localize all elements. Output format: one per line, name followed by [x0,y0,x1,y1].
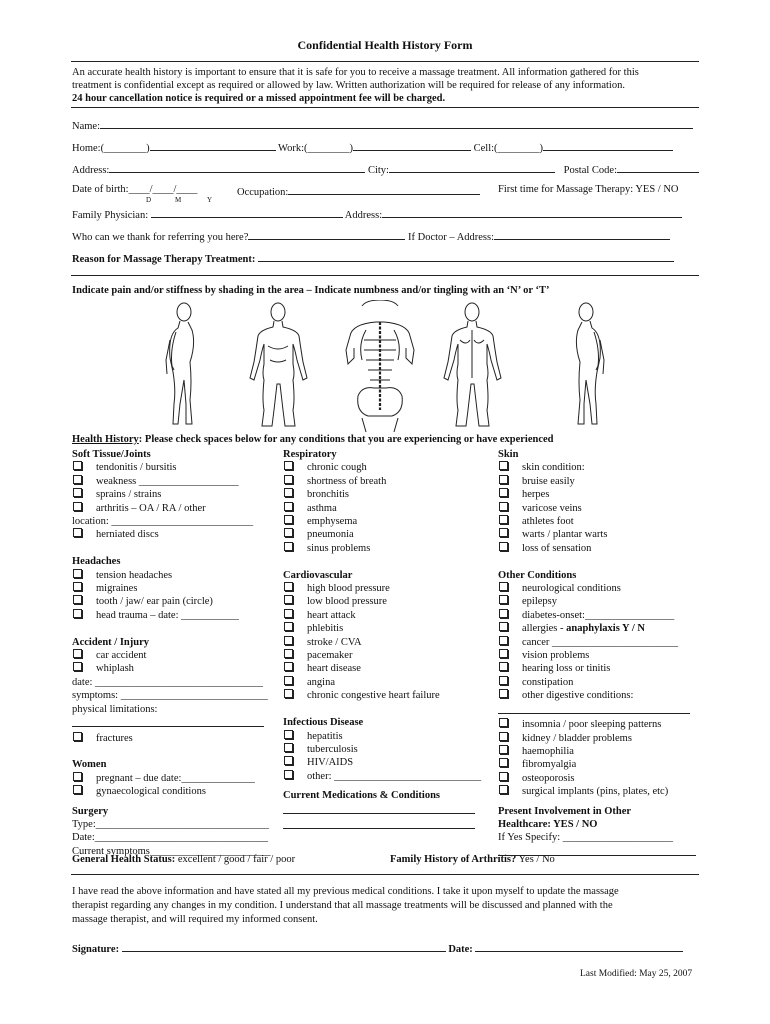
checkbox-row[interactable] [498,649,696,662]
checkbox-label: car accident [96,650,147,662]
consent-statement [72,885,619,927]
checkbox-row[interactable] [498,515,696,528]
medications-line[interactable] [283,818,475,829]
symptoms-field[interactable]: symptoms: ____________________________ [72,690,268,702]
respiratory-heading: Respiratory [283,449,337,460]
physician-address-line[interactable] [382,207,682,218]
checkbox-row[interactable] [72,582,271,595]
checkbox-label: tension headaches [96,569,173,581]
referral-line[interactable] [248,229,405,240]
surgery-date-field[interactable]: Date:_________________________________ [72,832,268,844]
checkbox[interactable] [499,528,508,537]
checkbox-label: whiplash [96,663,134,675]
checkbox-row[interactable] [283,676,481,689]
medications-line[interactable] [283,803,475,814]
checkbox-label: kidney / bladder problems [522,732,632,744]
digestive-line[interactable] [498,703,690,714]
checkbox-row[interactable] [283,649,481,662]
checkbox-label: asthma [307,502,337,514]
first-time-field[interactable]: First time for Massage Therapy: YES / NO [498,184,679,195]
family-arthritis-label: Family History of Arthritis? [390,854,517,865]
skeleton-back-icon[interactable] [346,300,414,432]
dob-day: D [146,196,152,204]
checkbox[interactable] [284,461,293,470]
physician-line[interactable] [151,207,343,218]
checkbox-label: herniated discs [96,529,159,541]
checkbox-label: skin condition: [522,462,585,474]
consent-line: massage therapist, and will required my informed consent. [72,914,318,925]
checkbox[interactable] [73,785,82,794]
checkbox-label: HIV/AIDS [307,757,354,769]
checkbox-row[interactable] [498,662,696,675]
reason-label: Reason for Massage Therapy Treatment: [72,254,256,265]
checkbox-row[interactable] [283,622,481,635]
occupation-line[interactable] [288,184,480,195]
checkbox[interactable] [284,502,293,511]
reason-line[interactable] [258,251,674,262]
body-side-left-icon[interactable] [166,303,194,424]
checkbox[interactable] [284,743,293,752]
checkbox[interactable] [284,662,293,671]
checkbox[interactable] [284,622,293,631]
checkbox-row[interactable] [283,542,481,555]
health-history-heading [72,434,554,445]
checkbox[interactable] [73,502,82,511]
checkbox[interactable] [284,475,293,484]
checkbox-row[interactable] [498,609,696,622]
checkbox[interactable] [73,582,82,591]
health-history-label: Health History [72,434,139,445]
checkbox-label: angina [307,676,335,688]
checkbox-row[interactable] [283,636,481,649]
checkbox[interactable] [499,785,508,794]
postal-line[interactable] [617,162,699,173]
checkbox-label: allergies - [522,623,567,635]
checkbox-row[interactable] [283,743,481,756]
checkbox-row[interactable] [498,745,696,758]
address-line[interactable] [109,162,365,173]
checkbox[interactable] [499,595,508,604]
checkbox-label: other: ____________________________ [307,770,482,782]
name-line[interactable] [100,118,693,129]
checkbox-row[interactable] [72,732,271,745]
address-label: Address: [72,165,110,176]
checkbox[interactable] [284,676,293,685]
checkbox-row[interactable] [498,582,696,595]
checkbox-label: osteoporosis [522,772,575,784]
intro-line: An accurate health history is important to ensure that it is safe for you to receive a massage treatment. All information gathered for this [72,67,639,78]
checkbox[interactable] [499,622,508,631]
accident-heading: Accident / Injury [72,636,149,648]
checkbox-row[interactable] [498,689,696,702]
dob-field[interactable]: Date of birth:____/____/____ [72,184,198,195]
divider [71,275,699,276]
general-health-status[interactable] [72,854,295,865]
physician-label: Family Physician: [72,210,149,221]
checkbox-row[interactable] [283,756,481,769]
checkbox[interactable] [499,745,508,754]
checkbox[interactable] [284,582,293,591]
signature-label: Signature: [72,944,120,955]
checkbox-label: hearing loss or tinitis [522,663,611,675]
phone-row [72,140,673,154]
work-label: Work:(________) [278,143,353,154]
home-line[interactable] [150,140,276,151]
checkbox-label: fractures [96,732,133,744]
medications-heading: Current Medications & Conditions [283,790,441,802]
checkbox-row[interactable] [498,461,696,474]
checkbox[interactable] [284,542,293,551]
checkbox[interactable] [499,542,508,551]
checkbox-label: gynaecological conditions [96,786,206,798]
checkbox-row[interactable] [498,488,696,501]
divider [71,874,699,875]
checkbox-label: pneumonia [307,529,354,541]
checkbox-label: cancer ________________________ [522,636,679,648]
checkbox-label: herpes [522,489,550,501]
checkbox[interactable] [73,595,82,604]
checkbox-label: head trauma – date: ___________ [96,609,239,621]
checkbox-row[interactable] [283,770,481,783]
date-label: Date: [448,944,473,955]
checkbox-label: fibromyalgia [522,759,577,771]
checkbox-row[interactable] [498,772,696,785]
checkbox[interactable] [73,461,82,470]
checkbox[interactable] [73,475,82,484]
checkbox-label: tendonitis / bursitis [96,462,177,474]
checkbox-row[interactable] [283,488,481,501]
checkbox[interactable] [73,732,82,741]
checkbox[interactable] [284,488,293,497]
checkbox-label: constipation [522,676,574,688]
checkbox[interactable] [499,689,508,698]
cell-label: Cell:(________) [473,143,544,154]
signature-row [72,941,683,955]
checkbox-label: hepatitis [307,730,343,742]
checkbox[interactable] [499,461,508,470]
checkbox[interactable] [499,758,508,767]
checkbox-row[interactable] [283,515,481,528]
checkbox-row[interactable] [283,475,481,488]
physician-row [72,207,682,221]
checkbox-row[interactable] [72,649,271,662]
specify-field[interactable]: If Yes Specify: _____________________ [498,832,673,844]
checkbox-row[interactable] [72,785,271,798]
checkbox-label: insomnia / poor sleeping patterns [522,719,662,731]
checkbox[interactable] [499,502,508,511]
body-back-icon[interactable] [444,303,501,426]
checkbox-label: bruise easily [522,475,575,487]
name-label: Name: [72,121,100,132]
checkbox[interactable] [73,662,82,671]
checkbox-label: low blood pressure [307,596,387,608]
checkbox[interactable] [499,475,508,484]
checkbox-label: sinus problems [307,542,371,554]
checkbox[interactable] [499,582,508,591]
checkbox-label: stroke / CVA [307,636,362,648]
checkbox-row[interactable] [283,582,481,595]
cell-line[interactable] [543,140,673,151]
checkbox[interactable] [73,528,82,537]
checkbox[interactable] [499,609,508,618]
checkbox[interactable] [284,730,293,739]
checkbox-row[interactable] [498,502,696,515]
checkbox-row[interactable] [72,595,271,608]
checkbox-row[interactable] [498,636,696,649]
checkbox[interactable] [499,662,508,671]
checkbox-label: chronic congestive heart failure [307,690,440,702]
checkbox-label: emphysema [307,516,358,528]
referral-row [72,229,670,243]
checkbox-label: heart disease [307,663,361,675]
checkbox-row[interactable] [498,718,696,731]
checkbox[interactable] [499,732,508,741]
checkbox[interactable] [284,770,293,779]
health-history-instruction: : Please check spaces below for any conditions that you are experiencing or have experienced [138,434,554,445]
checkbox-label: surgical implants (pins, plates, etc) [522,786,669,798]
checkbox[interactable] [284,528,293,537]
checkbox[interactable] [284,636,293,645]
name-field[interactable] [72,118,693,132]
checkbox-row[interactable] [72,662,271,675]
anaphylaxis-option[interactable]: anaphylaxis Y / N [566,623,645,635]
checkbox[interactable] [499,636,508,645]
checkbox[interactable] [499,488,508,497]
checkbox[interactable] [499,718,508,727]
checkbox-row[interactable] [72,528,271,541]
soft-tissue-heading: Soft Tissue/Joints [72,449,151,460]
checkbox-row[interactable] [283,730,481,743]
checkbox-label: epilepsy [522,596,557,608]
postal-label: Postal Code: [563,165,617,176]
infectious-heading: Infectious Disease [283,717,364,729]
family-arthritis-options[interactable]: Yes / No [516,854,555,865]
general-health-options[interactable]: excellent / good / fair / poor [175,854,296,865]
divider [71,107,699,108]
column-1 [72,448,271,858]
checkbox-label: bronchitis [307,489,349,501]
checkbox[interactable] [284,649,293,658]
other-conditions-heading: Other Conditions [498,569,577,581]
checkbox-row[interactable] [72,502,271,515]
checkbox-row[interactable] [283,502,481,515]
present-involvement-options[interactable]: Healthcare: YES / NO [498,818,598,830]
checkbox-row[interactable] [283,689,481,702]
location-field[interactable]: location: ___________________________ [72,516,254,528]
checkbox-label: vision problems [522,650,590,662]
last-modified: Last Modified: May 25, 2007 [580,969,693,979]
physical-limitations-label: physical limitations: [72,703,158,715]
occupation-label: Occupation: [237,187,289,198]
checkbox-label: chronic cough [307,462,367,474]
home-label: Home:(________) [72,143,150,154]
checkbox-label: loss of sensation [522,542,592,554]
headaches-heading: Headaches [72,556,121,568]
checkbox-label: shortness of breath [307,475,387,487]
general-health-label: General Health Status: [72,854,176,865]
checkbox-row[interactable] [72,609,271,622]
dob-year: Y [207,196,213,204]
checkbox-label: pregnant – due date:______________ [96,772,255,784]
if-doctor-label: If Doctor – Address: [408,232,495,243]
checkbox-row[interactable] [72,772,271,785]
checkbox-row[interactable] [283,609,481,622]
checkbox-label: diabetes-onset:_________________ [522,609,675,621]
occupation-field [237,184,480,198]
current-symptoms-field[interactable]: Current symptoms_______________________ [72,845,271,857]
checkbox[interactable] [73,609,82,618]
checkbox-row[interactable] [72,569,271,582]
checkbox[interactable] [284,595,293,604]
work-line[interactable] [353,140,471,151]
dob-month: M [175,196,182,204]
checkbox[interactable] [284,689,293,698]
checkbox-row[interactable] [498,785,696,798]
consent-line: I have read the above information and have stated all my previous medical conditions. I take it upon myself to update the massage [72,886,619,897]
column-2 [283,448,481,833]
city-label: City: [367,165,389,176]
checkbox[interactable] [73,488,82,497]
checkbox[interactable] [73,772,82,781]
checkbox-row[interactable] [498,676,696,689]
column-3 [498,448,696,860]
checkbox-label: varicose veins [522,502,582,514]
date-line[interactable] [475,941,683,952]
present-involvement-heading: Present Involvement in Other [498,805,632,817]
pain-instruction: Indicate pain and/or stiffness by shading in the area – Indicate numbness and/or tingling with an ‘N’ or ‘T’ [72,285,550,296]
signature-line[interactable] [122,941,446,952]
checkbox[interactable] [499,649,508,658]
physician-address-label: Address: [344,210,383,221]
checkbox-row[interactable] [283,595,481,608]
checkbox-label: migraines [96,583,138,595]
checkbox-row[interactable] [283,461,481,474]
checkbox[interactable] [284,609,293,618]
consent-line: therapist regarding any changes in my condition. I understand that all massage treatments will be discussed and planned with the [72,900,613,911]
checkbox-label: arthritis – OA / RA / other [96,502,206,514]
specify-line[interactable] [498,845,696,856]
cancellation-notice: 24 hour cancellation notice is required or a missed appointment fee will be charged. [72,93,446,104]
checkbox-row[interactable] [498,542,696,555]
checkbox-label: warts / plantar warts [522,529,608,541]
address-row [72,162,699,176]
checkbox[interactable] [73,569,82,578]
checkbox-row[interactable] [283,662,481,675]
city-line[interactable] [389,162,555,173]
checkbox-label: pacemaker [307,650,353,662]
intro-line: treatment is confidential except as required or allowed by law. Written authorization will be required for release of any information. [72,80,625,91]
checkbox-label: high blood pressure [307,583,390,595]
accident-date-field[interactable]: date: ________________________________ [72,676,264,688]
surgery-type-field[interactable]: Type:_________________________________ [72,818,270,830]
divider [71,61,699,62]
checkbox[interactable] [499,515,508,524]
skin-heading: Skin [498,449,519,460]
checkbox-label: haemophilia [522,745,574,757]
checkbox-label: athletes foot [522,516,574,528]
checkbox-row[interactable] [72,488,271,501]
if-doctor-line[interactable] [494,229,670,240]
checkbox-row[interactable] [283,528,481,541]
checkbox[interactable] [499,772,508,781]
checkbox[interactable] [284,515,293,524]
checkbox-row[interactable] [498,758,696,771]
checkbox-label: heart attack [307,609,356,621]
checkbox-row[interactable] [498,595,696,608]
body-diagrams[interactable] [140,300,640,432]
checkbox-label: sprains / strains [96,489,162,501]
referral-label: Who can we thank for referring you here? [72,232,249,243]
body-front-icon[interactable] [250,303,307,426]
checkbox[interactable] [499,676,508,685]
checkbox-row[interactable] [498,475,696,488]
women-heading: Women [72,759,107,771]
body-side-right-icon[interactable] [576,303,604,424]
checkbox-label: tuberculosis [307,743,358,755]
checkbox[interactable] [73,649,82,658]
cardiovascular-heading: Cardiovascular [283,569,353,581]
checkbox-label: tooth / jaw/ ear pain (circle) [96,596,213,608]
checkbox-label: weakness ___________________ [96,475,239,487]
reason-row [72,251,674,265]
checkbox-row[interactable] [498,528,696,541]
checkbox-label: phlebitis [307,623,344,635]
checkbox-row[interactable] [72,475,271,488]
checkbox-label: neurological conditions [522,583,621,595]
checkbox[interactable] [284,756,293,765]
intro-text [72,66,697,105]
checkbox-label: other digestive conditions: [522,690,634,702]
checkbox-row[interactable] [498,732,696,745]
checkbox-row[interactable] [72,461,271,474]
form-title: Confidential Health History Form [297,38,473,52]
checkbox-row[interactable] [498,622,696,635]
surgery-heading: Surgery [72,805,109,817]
physical-limitations-line[interactable] [72,716,264,727]
